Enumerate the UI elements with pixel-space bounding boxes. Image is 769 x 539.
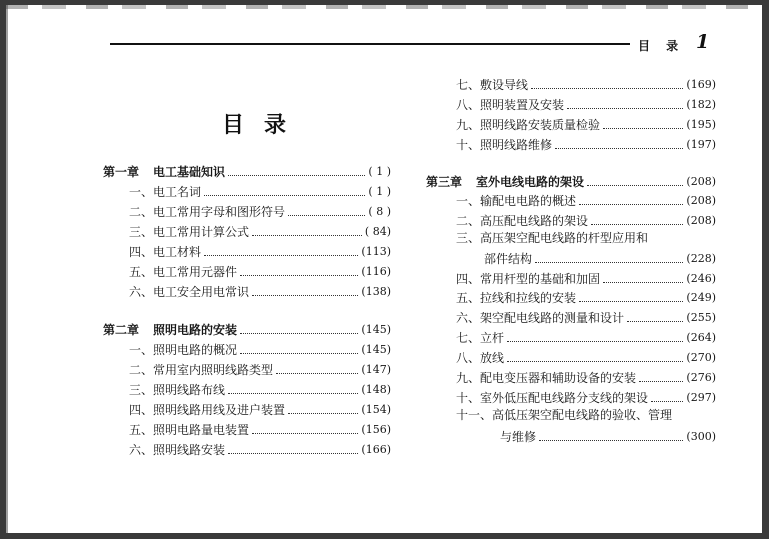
toc-page-number: ( 1 ) (368, 185, 391, 198)
dot-leader (204, 195, 365, 196)
dot-leader (228, 175, 365, 176)
toc-entry-label: 室外电线电路的架设 (476, 175, 585, 189)
toc-chapter-row (103, 162, 391, 180)
toc-section-row (129, 202, 391, 220)
toc-entry-label: 三、电工常用计算公式 (129, 225, 250, 239)
scan-left-edge (6, 5, 8, 533)
toc-entry-label: 一、输配电电路的概述 (456, 194, 577, 208)
toc-entry-label: 六、架空配电线路的测量和设计 (456, 311, 625, 325)
toc-section-row (500, 427, 716, 445)
toc-page-number: (116) (361, 265, 391, 278)
toc-page-number: (156) (361, 423, 391, 436)
toc-section-row (456, 288, 716, 306)
toc-section-row (456, 368, 716, 386)
toc-page-number: (297) (686, 391, 716, 404)
scan-top-edge (6, 5, 762, 9)
dot-leader (591, 224, 683, 225)
dot-leader (507, 361, 683, 362)
header-rule (110, 43, 630, 45)
toc-entry-label: 与维修 (500, 430, 537, 444)
toc-page-number: (300) (686, 430, 716, 443)
toc-page-number: (138) (361, 285, 391, 298)
toc-title: 目录 (222, 112, 307, 138)
toc-section-row (456, 191, 716, 209)
dot-leader (639, 381, 683, 382)
toc-page-number: (270) (686, 351, 716, 364)
dot-leader (228, 393, 358, 394)
toc-section-row (456, 135, 716, 153)
toc-entry-label: 八、放线 (456, 351, 505, 365)
toc-entry-label: 二、电工常用字母和图形符号 (129, 205, 286, 219)
toc-section-row (129, 340, 391, 358)
toc-page-number: (147) (361, 363, 391, 376)
toc-page-number: (208) (686, 194, 716, 207)
toc-entry-label: 一、照明电路的概况 (129, 343, 238, 357)
toc-entry-label: 九、配电变压器和辅助设备的安装 (456, 371, 637, 385)
toc-entry-label: 七、立杆 (456, 331, 505, 345)
toc-entry-label: 六、照明线路安装 (129, 443, 226, 457)
toc-page-number: (195) (686, 118, 716, 131)
dot-leader (204, 255, 358, 256)
dot-leader (507, 341, 683, 342)
toc-section-row (484, 249, 716, 267)
dot-leader (603, 128, 683, 129)
toc-section-row (456, 308, 716, 326)
toc-page-number: (246) (686, 272, 716, 285)
dot-leader (240, 275, 358, 276)
dot-leader (535, 262, 683, 263)
toc-section-row (456, 269, 716, 287)
dot-leader (555, 148, 683, 149)
dot-leader (587, 185, 683, 186)
dot-leader (288, 413, 358, 414)
toc-entry-label: 三、高压架空配电线路的杆型应用和 (456, 231, 649, 245)
toc-section-row (129, 242, 391, 260)
toc-entry-label: 八、照明装置及安装 (456, 98, 565, 112)
toc-entry-label: 一、电工名词 (129, 185, 202, 199)
toc-entry-label: 二、高压配电线路的架设 (456, 214, 589, 228)
toc-section-row (456, 328, 716, 346)
toc-page-number: (255) (686, 311, 716, 324)
toc-entry-label: 二、常用室内照明线路类型 (129, 363, 274, 377)
toc-page-number: (154) (361, 403, 391, 416)
dot-leader (240, 333, 358, 334)
toc-entry-label: 照明电路的安装 (153, 323, 238, 337)
toc-section-row (129, 440, 391, 458)
toc-entry-label: 五、电工常用元器件 (129, 265, 238, 279)
toc-entry-label: 三、照明线路布线 (129, 383, 226, 397)
running-header: 目 录 (638, 39, 685, 53)
toc-entry-label: 七、敷设导线 (456, 78, 529, 92)
dot-leader (579, 204, 683, 205)
toc-entry-label: 四、常用杆型的基础和加固 (456, 272, 601, 286)
chapter-number: 第三章 (426, 175, 463, 189)
dot-leader (276, 373, 358, 374)
dot-leader (579, 301, 683, 302)
toc-entry-label: 九、照明线路安装质量检验 (456, 118, 601, 132)
toc-page-number: ( 1 ) (368, 165, 391, 178)
toc-section-row (456, 211, 716, 229)
toc-entry-label: 五、拉线和拉线的安装 (456, 291, 577, 305)
dot-leader (240, 353, 358, 354)
dot-leader (252, 433, 358, 434)
dot-leader (651, 401, 683, 402)
toc-section-row (129, 182, 391, 200)
dot-leader (531, 88, 683, 89)
dot-leader (228, 453, 358, 454)
chapter-number: 第一章 (103, 165, 140, 179)
toc-page-number: (208) (686, 175, 716, 188)
toc-page-number: (264) (686, 331, 716, 344)
dot-leader (252, 295, 358, 296)
toc-page-number: (197) (686, 138, 716, 151)
toc-page-number: (145) (361, 343, 391, 356)
toc-section-row (129, 400, 391, 418)
toc-page-number: (276) (686, 371, 716, 384)
toc-section-row (129, 282, 391, 300)
toc-page-number: (208) (686, 214, 716, 227)
toc-entry-label: 十一、高低压架空配电线路的验收、管理 (456, 408, 673, 422)
dot-leader (252, 235, 362, 236)
toc-section-row (129, 222, 391, 240)
toc-section-row (456, 348, 716, 366)
toc-chapter-row (426, 172, 716, 190)
chapter-number: 第二章 (103, 323, 140, 337)
toc-entry-label: 四、电工材料 (129, 245, 202, 259)
toc-page-number: (148) (361, 383, 391, 396)
dot-leader (539, 440, 683, 441)
toc-entry-label: 十、室外低压配电线路分支线的架设 (456, 391, 649, 405)
page-number: 1 (696, 31, 710, 53)
toc-entry-label: 部件结构 (484, 252, 533, 266)
toc-section-row (129, 360, 391, 378)
dot-leader (567, 108, 683, 109)
toc-entry-label: 六、电工安全用电常识 (129, 285, 250, 299)
dot-leader (603, 282, 683, 283)
toc-entry-label: 四、照明线路用线及进户装置 (129, 403, 286, 417)
toc-page-number: (166) (361, 443, 391, 456)
dot-leader (288, 215, 365, 216)
toc-chapter-row (103, 320, 391, 338)
toc-section-row (456, 95, 716, 113)
toc-page-number: (182) (686, 98, 716, 111)
toc-entry-label: 电工基础知识 (153, 165, 226, 179)
toc-entry-label: 十、照明线路维修 (456, 138, 553, 152)
dot-leader (627, 321, 683, 322)
toc-page-number: (145) (361, 323, 391, 336)
toc-section-row (129, 380, 391, 398)
toc-section-row (456, 388, 716, 406)
toc-page-number: (169) (686, 78, 716, 91)
toc-section-row (456, 75, 716, 93)
document-page (6, 5, 762, 533)
toc-page-number: (113) (361, 245, 391, 258)
toc-section-row (129, 420, 391, 438)
toc-section-row (129, 262, 391, 280)
toc-page-number: ( 8 ) (368, 205, 391, 218)
toc-page-number: (249) (686, 291, 716, 304)
toc-page-number: (228) (686, 252, 716, 265)
toc-section-row (456, 115, 716, 133)
toc-entry-label: 五、照明电路量电装置 (129, 423, 250, 437)
toc-page-number: ( 84) (364, 225, 391, 238)
